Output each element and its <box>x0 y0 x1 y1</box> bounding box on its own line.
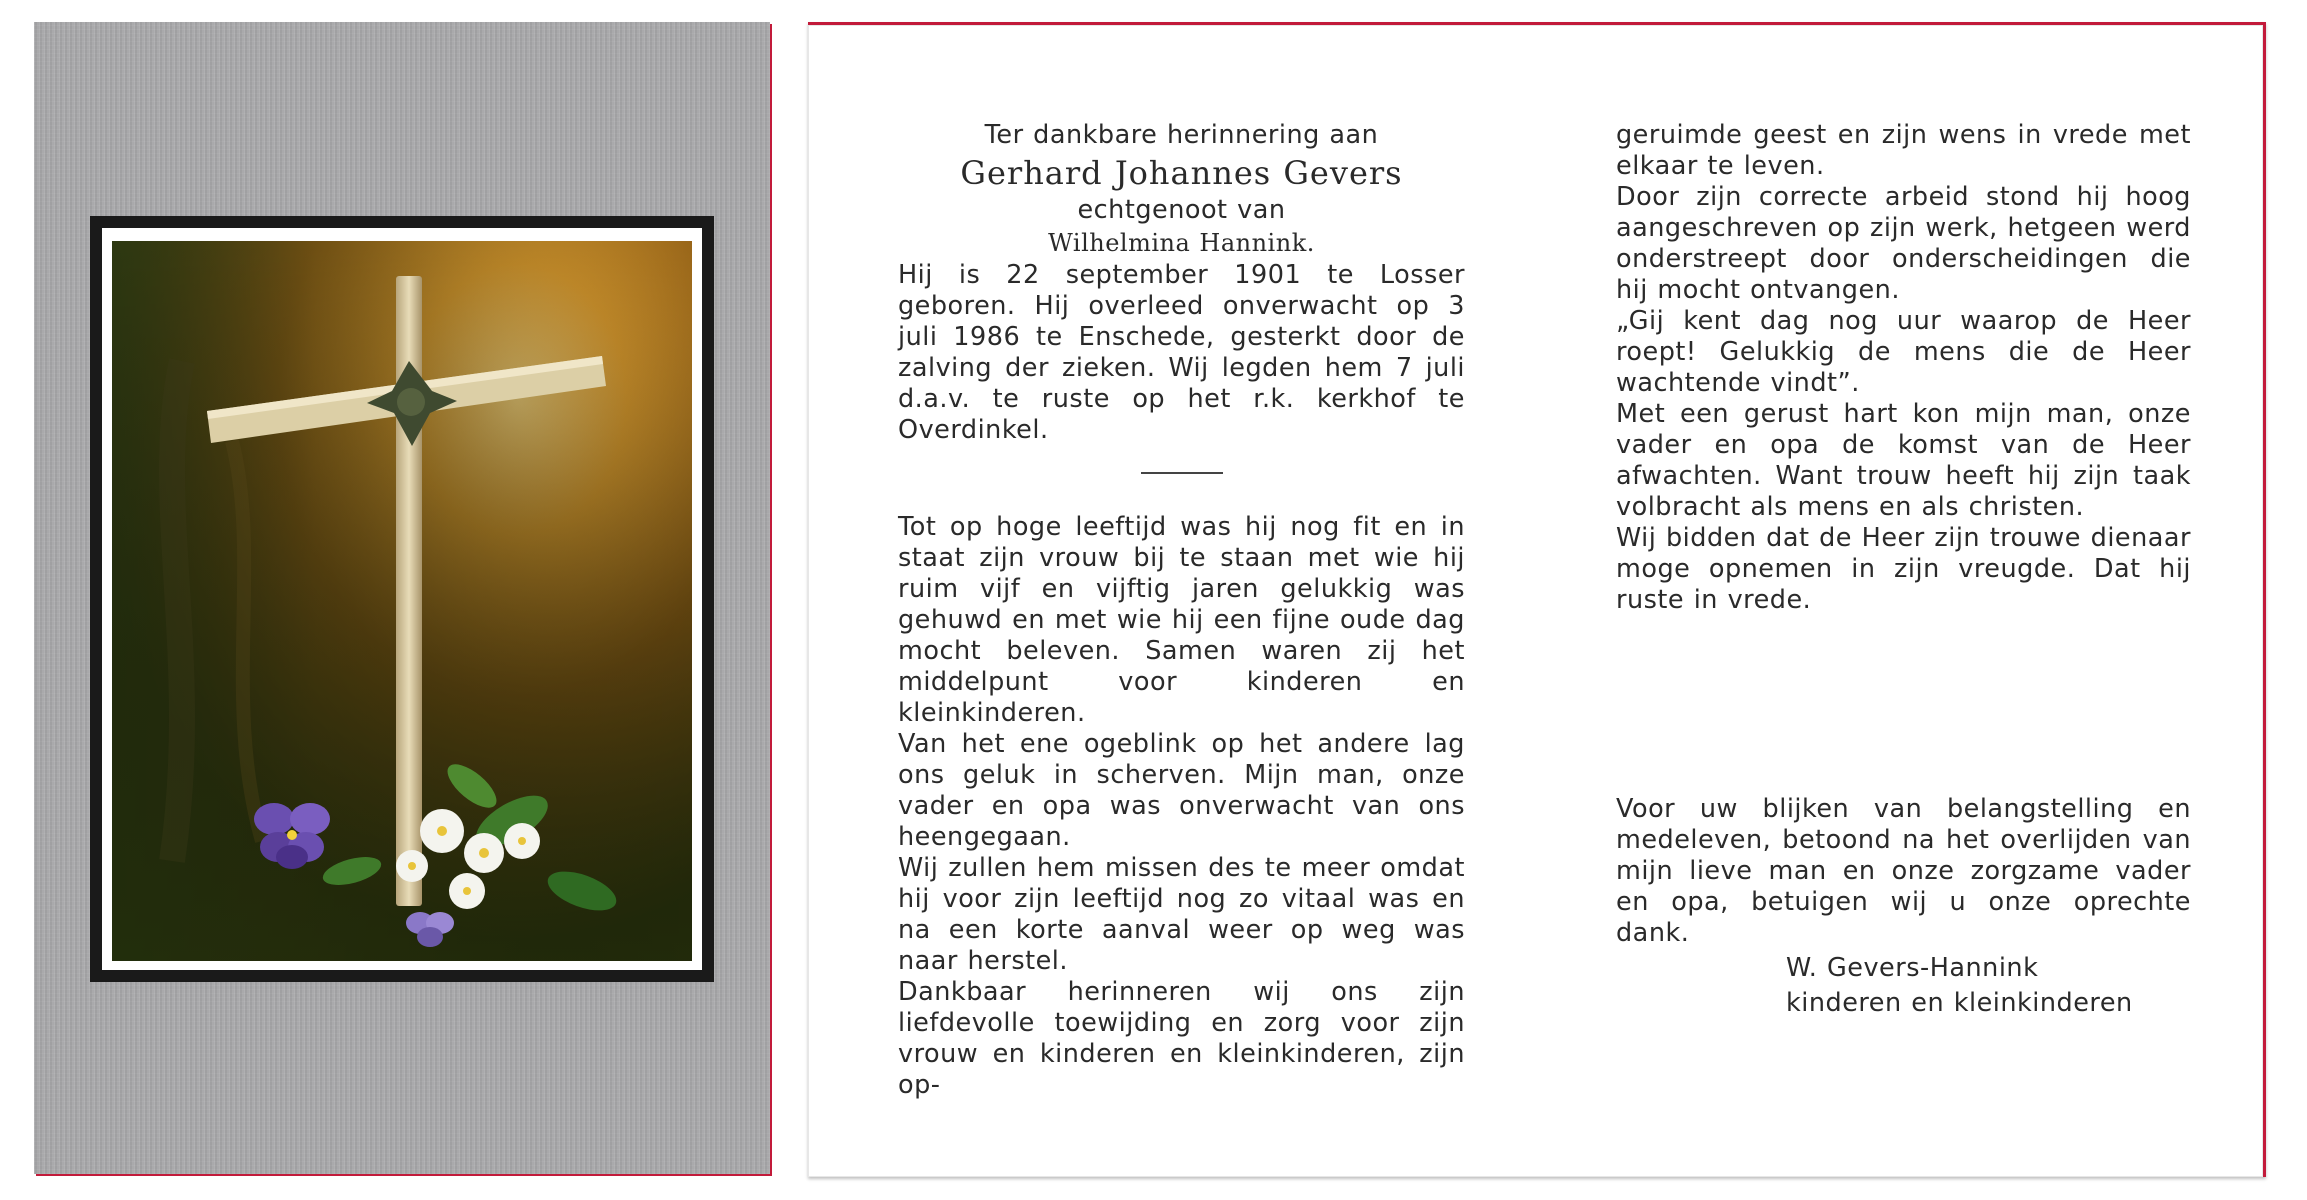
paragraph-right-5: Wij bidden dat de Heer zijn trouwe dienaar moge opnemen in zijn vreugde. Dat hij ruste in vrede. <box>1616 523 2191 615</box>
signature-family: kinderen en kleinkinderen <box>1786 988 2133 1018</box>
spacer <box>1616 616 2191 794</box>
signature-name: W. Gevers-Hannink <box>1786 953 2039 983</box>
cross-photo <box>112 241 692 961</box>
paragraph-right-1: geruimde geest en zijn wens in vrede met elkaar te leven. <box>1616 120 2191 181</box>
deceased-name: Gerhard Johannes Gevers <box>960 154 1403 192</box>
thanks-text: Voor uw blijken van belangstelling en medeleven, betoond na het overlijden van mijn lieve man en onze zorgzame vader en opa, betuigen wij u onze oprechte dank. <box>1616 794 2191 948</box>
paragraph-left-2: Van het ene ogeblink op het andere lag ons geluk in scherven. Mijn man, onze vader en opa was onverwacht van ons heengegaan. <box>898 729 1465 852</box>
paragraph-left-4: Dankbaar herinneren wij ons zijn liefdevolle toewijding en zorg voor zijn vrouw en kinderen en kleinkinderen, zijn op- <box>898 977 1465 1100</box>
paragraph-left-3: Wij zullen hem missen des te meer omdat hij voor zijn leeftijd nog zo vitaal was en na een korte aanval weer op weg was naar herstel. <box>898 853 1465 976</box>
photo-frame <box>90 216 714 982</box>
biography: Hij is 22 september 1901 te Losser geboren. Hij overleed onverwacht op 3 juli 1986 te Enschede, gesterkt door de zalving der zieken. Wij legden hem 7 juli d.a.v. te ruste op het r.k. kerkhof te Overdinkel. <box>898 260 1465 445</box>
divider-line <box>1141 472 1223 474</box>
left-column <box>898 120 1465 1101</box>
paragraph-right-3: „Gij kent dag nog uur waarop de Heer roept! Gelukkig de mens die de Heer wachtende vindt”. <box>1616 306 2191 398</box>
photo-mat <box>102 228 702 970</box>
paragraph-left-1: Tot op hoge leeftijd was hij nog fit en in staat zijn vrouw bij te staan met wie hij ruim vijf en vijftig jaren gelukkig was gehuwd en met wie hij een fijne oude dag mocht beleven. Samen waren zij het middelpunt voor kinderen en kleinkinderen. <box>898 512 1465 728</box>
spouse-label: echtgenoot van <box>1077 195 1286 225</box>
paragraph-right-4: Met een gerust hart kon mijn man, onze vader en opa de komst van de Heer afwachten. Want trouw heeft hij zijn taak volbracht als mens en als christen. <box>1616 399 2191 522</box>
right-column <box>1616 120 2191 1019</box>
spouse-name: Wilhelmina Hannink. <box>1048 229 1315 257</box>
inner-card <box>808 22 2266 1177</box>
front-card <box>34 22 770 1174</box>
cross-with-flowers-image <box>112 241 692 961</box>
intro-text: Ter dankbare herinnering aan <box>984 120 1379 150</box>
paragraph-right-2: Door zijn correcte arbeid stond hij hoog aangeschreven op zijn werk, hetgeen werd onderstreept door onderscheidingen die hij mocht ontvangen. <box>1616 182 2191 305</box>
